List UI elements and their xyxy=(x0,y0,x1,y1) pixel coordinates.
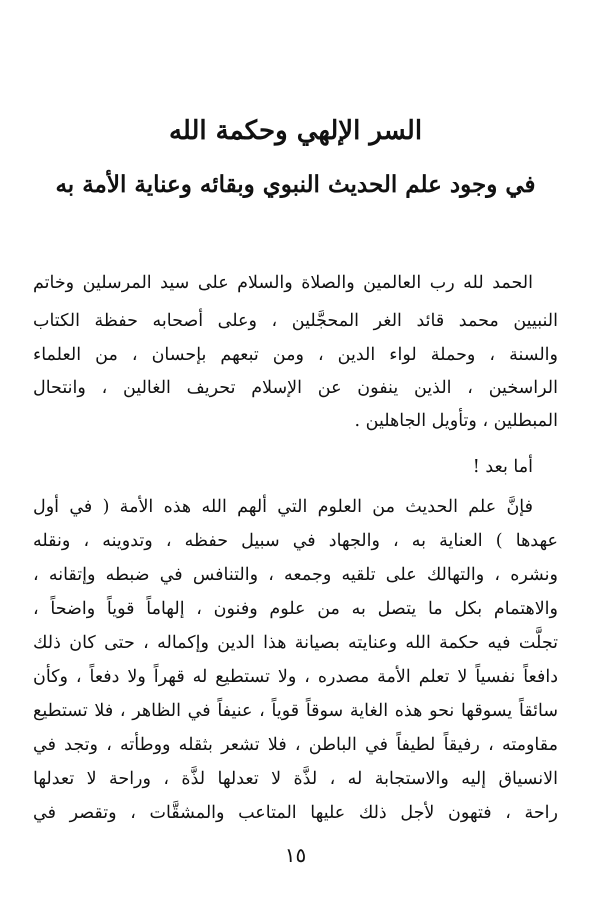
text-line: عهدها ) العناية به ، والجهاد في سبيل حفظه ، وتدوينه ، ونقله xyxy=(33,531,558,551)
page-title: السر الإلهي وحكمة الله xyxy=(168,116,423,146)
text-line: النبيين محمد قائد الغر المحجَّلين ، وعلى أصحابه حفظة الكتاب xyxy=(33,311,558,331)
text-line: والاهتمام بكل ما يتصل به من علوم وفنون ، إلهاماً قوياً واضحاً ، xyxy=(33,599,558,619)
text-line: مقاومته ، رفيقاً لطيفاً في الباطن ، فلا تشعر بثقله ووطأته ، وتجد في xyxy=(33,735,558,755)
text-line: راحة ، فتهون لأجل ذلك عليها المتاعب والمشقَّات ، وتقصر في xyxy=(33,803,558,823)
text-line: ونشره ، والتهالك على تلقيه وجمعه ، والتنافس في ضبطه وإتقانه ، xyxy=(33,565,558,585)
page-subtitle: في وجود علم الحديث النبوي وبقائه وعناية الأمة به xyxy=(55,171,536,198)
text-line: دافعاً نفسياً لا تعلم الأمة مصدره ، ولا تستطيع له قهراً ولا دفعاً ، وكأن xyxy=(33,667,558,687)
text-line: الانسياق إليه والاستجابة له ، لذَّة لا تعدلها لذَّة ، وراحة لا تعدلها xyxy=(33,769,558,789)
amma-bad-heading: أما بعد ! xyxy=(472,457,533,477)
text-line: والسنة ، وحملة لواء الدين ، ومن تبعهم بإحسان ، من العلماء xyxy=(33,345,558,365)
page-number: ١٥ xyxy=(284,843,307,867)
text-line: الراسخين ، الذين ينفون عن الإسلام تحريف الغالين ، وانتحال xyxy=(33,378,558,398)
text-line: الحمد لله رب العالمين والصلاة والسلام على سيد المرسلين وخاتم xyxy=(33,273,533,293)
text-line: تجلَّت فيه حكمة الله وعنايته بصيانة هذا الدين وإكماله ، حتى كان ذلك xyxy=(33,633,558,653)
text-line: فإنَّ علم الحديث من العلوم التي ألهم الله هذه الأمة ( في أول xyxy=(33,497,533,517)
text-line: المبطلين ، وتأويل الجاهلين . xyxy=(354,411,558,431)
text-line: سائقاً يسوقها نحو هذه الغاية سوقاً قوياً ، عنيفاً في الظاهر ، فلا تستطيع xyxy=(33,701,558,721)
